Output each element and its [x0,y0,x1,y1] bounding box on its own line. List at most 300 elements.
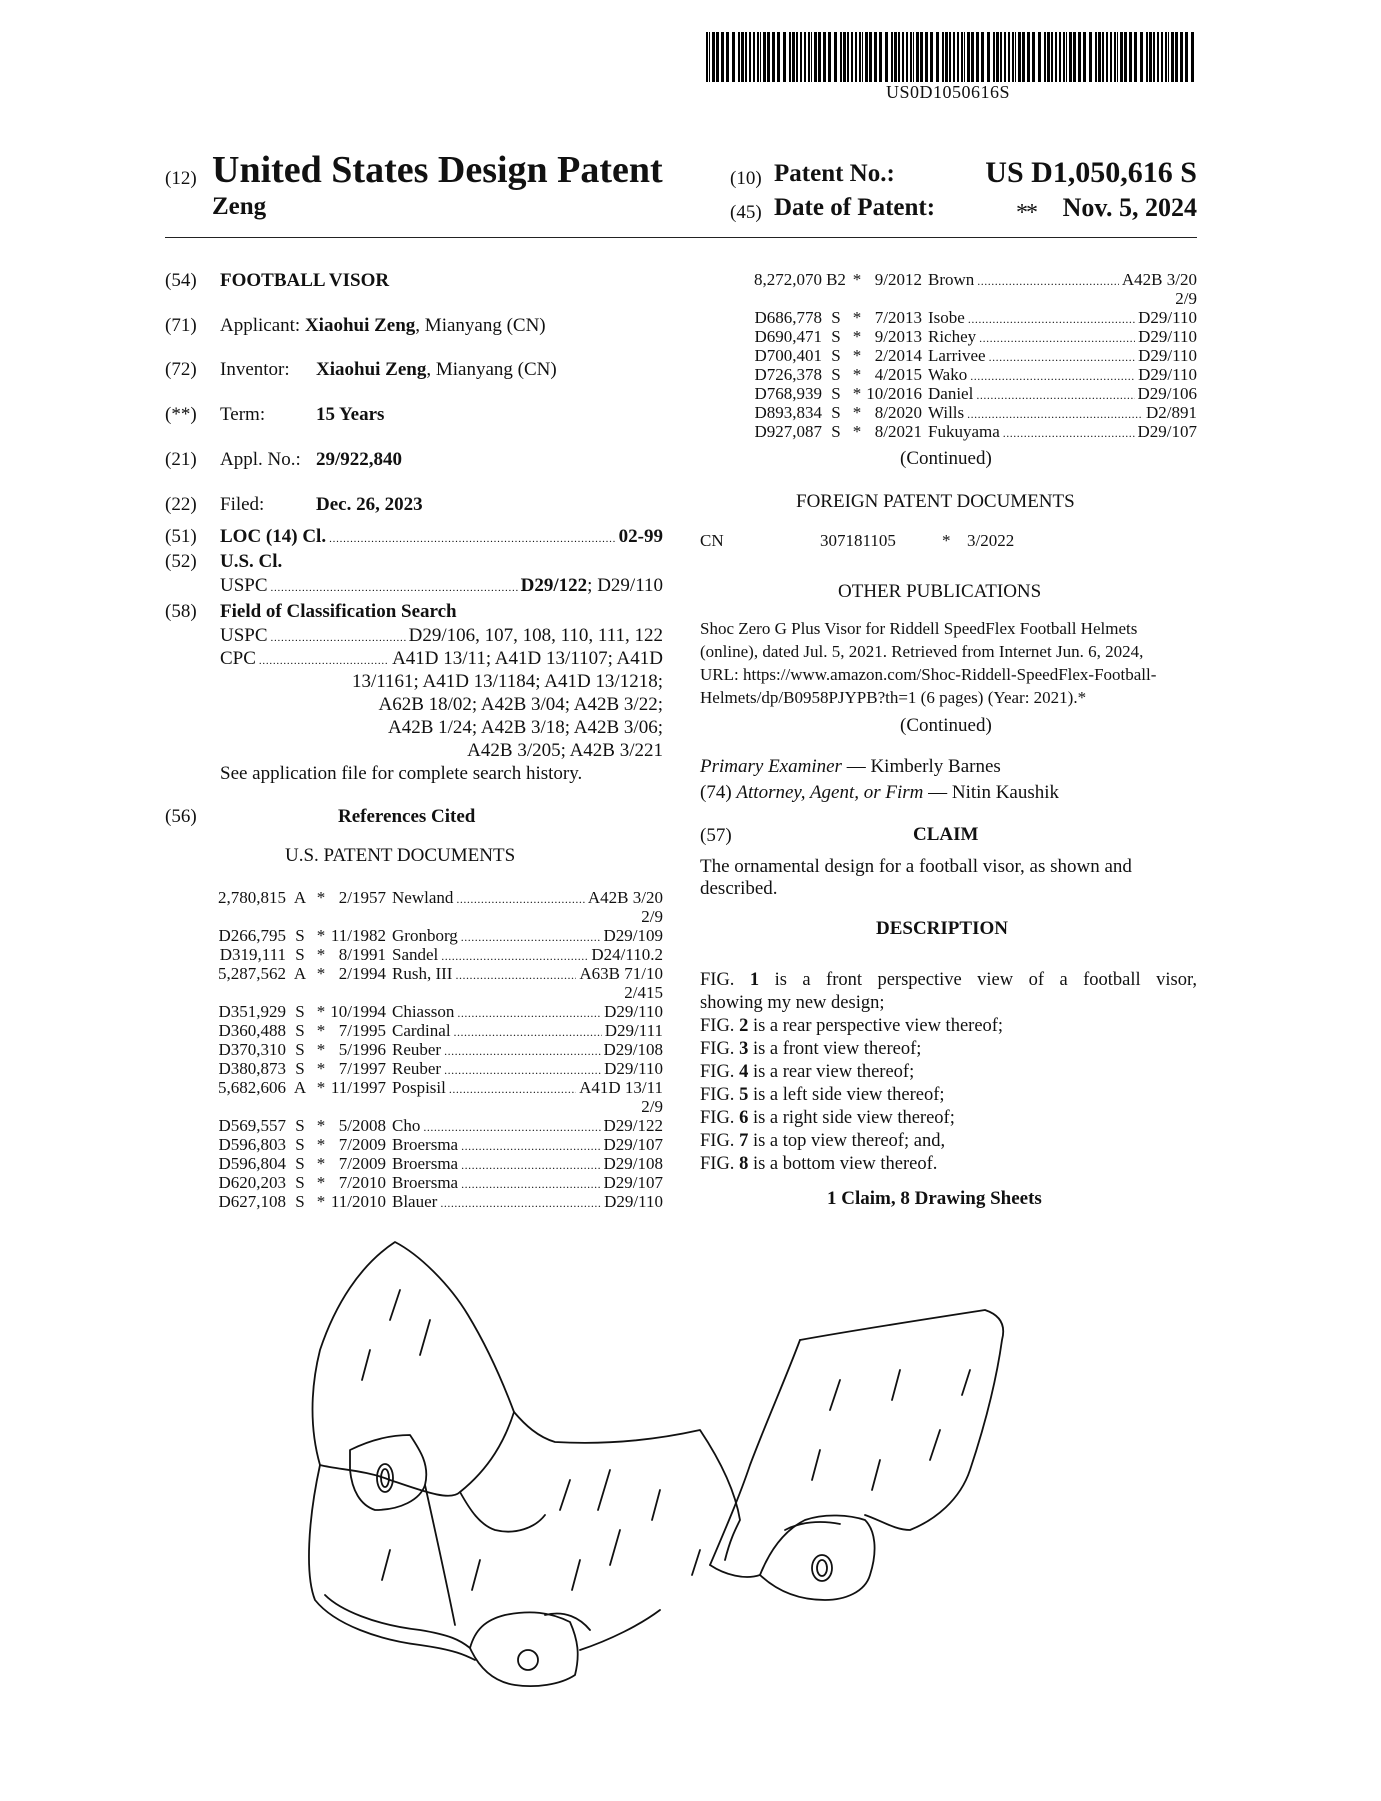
appl-label: Appl. No.: [220,449,301,470]
reference-number: D266,795 [218,926,286,945]
barcode-bar [834,32,837,82]
figure-prefix: FIG. [700,1016,740,1036]
search-cpc-label: CPC [220,648,256,669]
barcode-bar [789,32,791,82]
barcode-bar [1044,32,1046,82]
barcode-bar [971,32,974,82]
barcode-bar [753,32,755,82]
reference-class: D29/122 [603,1116,663,1135]
inventor-location: , Mianyang (CN) [426,359,557,380]
figure-description [700,1108,955,1129]
barcode-bar [1066,32,1067,82]
barcode-bar [957,32,959,82]
reference-number: D620,203 [218,1173,286,1192]
code-56: (56) [165,806,197,827]
reference-class: D29/108 [603,1040,663,1059]
reference-number: D700,401 [754,346,822,365]
reference-class: D29/110 [604,1059,663,1078]
barcode-bar [814,32,817,82]
reference-row [200,1059,663,1080]
reference-asterisk: * [316,964,326,983]
barcode-bar [859,32,861,82]
barcode-bar [1191,32,1194,82]
header-rule [165,237,1197,238]
barcode-bar [1185,32,1188,82]
reference-asterisk: * [852,346,862,365]
reference-name: Daniel [928,384,974,403]
barcode-bar [967,32,970,82]
figure-description [700,1085,945,1106]
leader-dots [970,365,1135,386]
uspc-primary: D29/122 [520,575,588,596]
reference-row [200,1021,663,1042]
primary-examiner [700,756,1001,778]
reference-kind: S [295,926,305,945]
reference-number: D569,557 [218,1116,286,1135]
barcode-bar [767,32,770,82]
reference-row [200,1078,663,1099]
barcode-bar [898,32,900,82]
leader-dots [979,327,1135,348]
reference-name: Larrivee [928,346,986,365]
reference-date: 7/2009 [338,1135,386,1154]
uspc-label: USPC [220,575,268,596]
barcode-bar [1146,32,1148,82]
us-cl-uspc [220,575,663,597]
barcode-bar [1000,32,1002,82]
barcode-bar [811,32,812,82]
figure-text: is a left side view thereof; [748,1085,945,1105]
search-uspc-value: D29/106, 107, 108, 110, 111, 122 [408,625,663,646]
barcode-bar [1153,32,1155,82]
search-cpc [220,648,663,670]
barcode [706,32,1196,82]
reference-subclass: 2/9 [641,907,663,926]
reference-row [200,1135,663,1156]
filed-label: Filed: [220,494,265,515]
barcode-bar [1165,32,1167,82]
barcode-bar [783,32,786,82]
barcode-bar [930,32,933,82]
leader-dots [444,1040,600,1061]
reference-subclass: 2/9 [641,1097,663,1116]
leader-dots [423,1116,600,1137]
leader-dots [1003,422,1135,443]
barcode-text: US0D1050616S [886,82,1011,102]
figure-prefix: FIG. [700,1062,740,1082]
barcode-bar [721,32,724,82]
barcode-bar [1117,32,1118,82]
reference-row [736,422,1197,443]
applicant-name: Xiaohui Zeng [304,315,416,336]
barcode-bar [732,32,735,82]
reference-asterisk: * [316,1002,326,1021]
barcode-bar [757,32,759,82]
reference-row [200,1116,663,1137]
barcode-bar [1095,32,1097,82]
barcode-bar [993,32,995,82]
barcode-bar [1171,32,1174,82]
leader-dots [440,1192,601,1213]
reference-date: 7/1997 [338,1059,386,1078]
barcode-bar [1161,32,1163,82]
foreign-heading: FOREIGN PATENT DOCUMENTS [796,491,1075,512]
reference-number: 5,287,562 [218,964,286,983]
figure-description [700,993,884,1014]
reference-kind: S [831,346,841,365]
barcode-bar [1180,32,1183,82]
reference-class: D29/110 [604,1002,663,1021]
reference-row [736,365,1197,386]
reference-class: D29/111 [604,1021,663,1040]
reference-number: D627,108 [218,1192,286,1211]
barcode-bar [1102,32,1104,82]
barcode-bar [879,32,882,82]
figure-number: 4 [739,1062,749,1082]
leader-dots [449,1078,576,1099]
reference-number: 8,272,070 [754,270,822,289]
barcode-bar [706,32,708,82]
leader-dots [271,625,406,647]
barcode-bar [1063,32,1065,82]
reference-row [736,403,1197,424]
reference-row [200,926,663,947]
figure-number: 5 [739,1085,749,1105]
reference-number: 2,780,815 [218,888,286,907]
reference-kind: S [831,365,841,384]
barcode-bar [1018,32,1021,82]
barcode-bar [891,32,893,82]
reference-asterisk: * [852,327,862,346]
search-field-label: Field of Classification Search [220,601,457,622]
leader-dots [977,270,1119,291]
barcode-bar [925,32,928,82]
leader-dots [976,384,1134,405]
leader-dots [271,575,518,597]
us-cl-label: U.S. Cl. [220,551,283,572]
reference-name: Richey [928,327,977,346]
barcode-bar [804,32,806,82]
barcode-bar [869,32,872,82]
foreign-country: CN [700,531,724,550]
code-term: (**) [165,404,197,425]
reference-subclass: 2/415 [624,983,663,1002]
reference-asterisk: * [316,1078,326,1097]
leader-dots [461,1135,600,1156]
barcode-bar [1012,32,1014,82]
code-72: (72) [165,359,197,380]
reference-date: 5/1996 [338,1040,386,1059]
reference-name: Broersma [392,1173,459,1192]
figure-text: is a top view thereof; and, [748,1131,946,1151]
reference-name: Broersma [392,1154,459,1173]
barcode-bar [949,32,951,82]
barcode-bar [738,32,740,82]
barcode-bar [1149,32,1152,82]
barcode-bar [920,32,923,82]
reference-class: A42B 3/20 [587,888,663,907]
reference-kind: S [295,1192,305,1211]
barcode-bar [709,32,710,82]
reference-number: D596,804 [218,1154,286,1173]
term-label: Term: [220,404,266,425]
leader-dots [461,926,601,947]
barcode-bar [712,32,715,82]
attorney [700,782,1059,804]
reference-asterisk: * [852,422,862,441]
reference-asterisk: * [316,926,326,945]
reference-row [200,1154,663,1175]
reference-asterisk: * [852,384,862,403]
reference-asterisk: * [316,1059,326,1078]
figure-number: 1 [749,970,760,990]
reference-name: Pospisil [392,1078,446,1097]
publication-line-2: (online), dated Jul. 5, 2021. Retrieved from Internet Jun. 6, 2024, [700,642,1144,661]
barcode-bar [1114,32,1116,82]
barcode-bar [800,32,802,82]
appl-number: 29/922,840 [316,449,403,470]
reference-kind: S [295,1173,305,1192]
reference-class: D29/110 [1138,327,1197,346]
reference-number: D726,378 [754,365,822,384]
patent-title: United States Design Patent [212,149,663,191]
leader-dots [461,1173,600,1194]
figure-number: 3 [739,1039,749,1059]
reference-asterisk: * [316,888,326,907]
reference-asterisk: * [316,1040,326,1059]
reference-kind: S [295,1002,305,1021]
barcode-bar [1157,32,1159,82]
foreign-asterisk: * [942,531,951,550]
reference-subclass: 2/9 [1175,289,1197,308]
inventor-surname: Zeng [212,193,267,220]
barcode-bar [792,32,795,82]
reference-row [200,1002,663,1023]
code-54: (54) [165,270,197,291]
code-22: (22) [165,494,197,515]
figure-text: is a bottom view thereof. [748,1154,938,1174]
reference-number: D686,778 [754,308,822,327]
reference-kind: S [831,422,841,441]
barcode-bar [1168,32,1169,82]
figure-prefix: FIG. [700,1039,740,1059]
barcode-bar [1004,32,1006,82]
reference-asterisk: * [852,403,862,422]
reference-row [736,308,1197,329]
reference-kind: S [295,945,305,964]
code-21: (21) [165,449,197,470]
barcode-bar [874,32,877,82]
reference-class: D29/110 [1138,346,1197,365]
barcode-bar [808,32,810,82]
reference-date: 10/1994 [330,1002,386,1021]
barcode-bar [1032,32,1035,82]
figure-text: is a front view thereof; [748,1039,922,1059]
reference-kind: A [293,888,307,907]
reference-date: 8/2020 [874,403,922,422]
reference-asterisk: * [852,308,862,327]
reference-asterisk: * [316,1173,326,1192]
applicant [220,315,546,337]
title-value: FOOTBALL VISOR [220,270,390,291]
patent-no-label: Patent No.: [774,160,895,187]
leader-dots [968,308,1135,329]
barcode-bar [1120,32,1123,82]
reference-asterisk: * [316,1135,326,1154]
figure-prefix: FIG. [700,1108,740,1128]
reference-name: Brown [928,270,975,289]
term-value: 15 Years [316,404,385,425]
attorney-name: — Nitin Kaushik [923,782,1060,803]
reference-date: 4/2015 [874,365,922,384]
reference-name: Gronborg [392,926,458,945]
inventor-label: Inventor: [220,359,290,380]
leader-dots [989,346,1136,367]
barcode-bar [847,32,849,82]
figure-text: is a rear view thereof; [748,1062,915,1082]
reference-class: D2/891 [1146,403,1197,422]
reference-number: D927,087 [754,422,822,441]
leader-dots [461,1154,600,1175]
barcode-bar [1051,32,1053,82]
barcode-bar [1015,32,1016,82]
reference-row [200,888,663,909]
us-patent-documents-heading: U.S. PATENT DOCUMENTS [285,845,516,866]
foreign-number: 307181105 [820,531,896,550]
visor-rear-perspective [710,1310,1003,1600]
barcode-bar [981,32,984,82]
barcode-bar [760,32,761,82]
reference-class: D24/110.2 [591,945,663,964]
barcode-bar [976,32,979,82]
reference-name: Rush, III [392,964,453,983]
reference-row [200,1173,663,1194]
reference-kind: S [295,1021,305,1040]
reference-class: D29/110 [1138,308,1197,327]
reference-number: D596,803 [218,1135,286,1154]
leader-dots [259,648,389,670]
figure-prefix: FIG. [700,1131,740,1151]
barcode-bar [1124,32,1127,82]
code-45: (45) [730,202,762,223]
reference-date: 2/1957 [338,888,386,907]
reference-class: D29/107 [603,1173,663,1192]
reference-date: 11/2010 [330,1192,386,1211]
barcode-bar [851,32,853,82]
leader-dots [455,964,576,985]
barcode-bar [1073,32,1076,82]
leader-dots [457,1002,601,1023]
filed-date: Dec. 26, 2023 [316,494,423,515]
reference-asterisk: * [316,1021,326,1040]
barcode-bar [1140,32,1143,82]
barcode-bar [716,32,719,82]
barcode-bar [1129,32,1132,82]
reference-class: A63B 71/10 [579,964,663,983]
barcode-bar [796,32,798,82]
barcode-bar [910,32,912,82]
applicant-label: Applicant: [220,315,301,336]
reference-date: 7/2009 [338,1154,386,1173]
references-cited-heading: References Cited [338,806,476,827]
reference-row [736,327,1197,348]
barcode-bar [777,32,780,82]
search-cpc-line4: A42B 1/24; A42B 3/18; A42B 3/06; [387,717,663,738]
reference-class: A41D 13/11 [579,1078,663,1097]
reference-name: Sandel [392,945,439,964]
reference-name: Chiasson [392,1002,455,1021]
code-52: (52) [165,551,197,572]
reference-date: 5/2008 [338,1116,386,1135]
barcode-bar [902,32,904,82]
figure-prefix: FIG. [700,970,750,990]
barcode-bar [840,32,842,82]
figure-description [700,1016,1003,1037]
barcode-bar [964,32,965,82]
reference-kind: S [295,1135,305,1154]
reference-asterisk: * [852,365,862,384]
reference-date: 7/2013 [874,308,922,327]
reference-kind: S [295,1116,305,1135]
reference-kind: S [831,384,841,403]
barcode-bar [865,32,868,82]
search-cpc-line5: A42B 3/205; A42B 3/221 [467,740,663,761]
reference-class: D29/108 [603,1154,663,1173]
reference-name: Cho [392,1116,421,1135]
reference-class: D29/107 [603,1135,663,1154]
reference-kind: S [295,1040,305,1059]
reference-kind: B2 [826,270,846,289]
reference-kind: S [295,1154,305,1173]
barcode-bar [996,32,999,82]
reference-name: Blauer [392,1192,438,1211]
reference-name: Wako [928,365,968,384]
barcode-bar [953,32,955,82]
reference-class: A42B 3/20 [1121,270,1197,289]
barcode-bar [1098,32,1101,82]
reference-date: 9/2013 [874,327,922,346]
barcode-bar [1078,32,1081,82]
figure-description [700,1154,937,1175]
reference-name: Broersma [392,1135,459,1154]
reference-row [200,1040,663,1061]
reference-kind: A [293,1078,307,1097]
barcode-bar [828,32,831,82]
reference-row [200,964,663,985]
reference-kind: S [831,308,841,327]
barcode-bar [1038,32,1041,82]
patent-date: Nov. 5, 2024 [1062,193,1197,222]
loc-class [220,526,663,548]
search-uspc-label: USPC [220,625,268,646]
barcode-bar [942,32,944,82]
reference-class: D29/106 [1137,384,1197,403]
reference-date: 7/2010 [338,1173,386,1192]
barcode-bar [961,32,963,82]
barcode-bar [818,32,821,82]
barcode-bar [823,32,826,82]
barcode-bar [843,32,846,82]
reference-number: D351,929 [218,1002,286,1021]
publication-line-4: Helmets/dp/B0958PJYPB?th=1 (6 pages) (Year: 2021).* [700,688,1087,707]
figure-text: is a front perspective view of a football visor, [759,970,1197,990]
reference-name: Isobe [928,308,965,327]
barcode-bar [945,32,948,82]
code-57: (57) [700,825,732,846]
date-marker: ** [1016,200,1036,226]
reference-kind: S [831,327,841,346]
barcode-bar [1069,32,1072,82]
